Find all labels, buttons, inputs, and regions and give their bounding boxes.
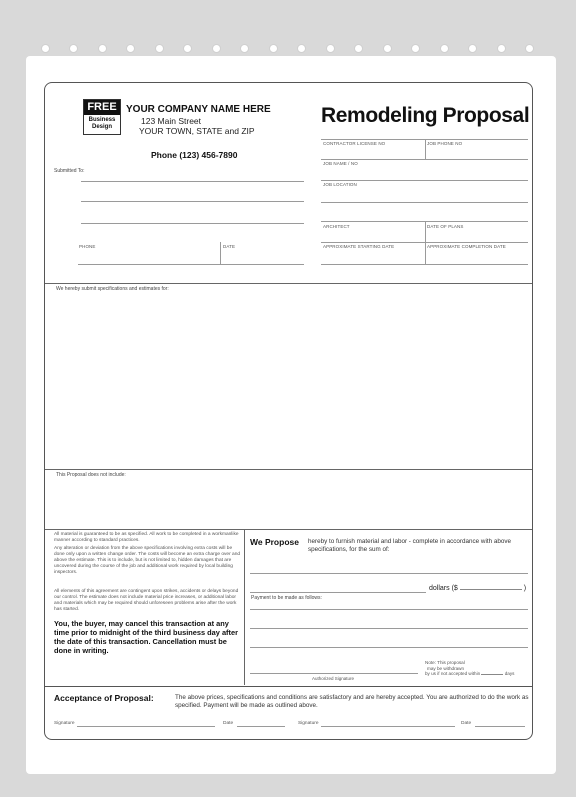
binder-hole [497,44,506,53]
binder-hole [440,44,449,53]
binder-hole [69,44,78,53]
form-title: Remodeling Proposal [321,104,530,127]
binder-hole [126,44,135,53]
binder-hole [41,44,50,53]
signature-line-2[interactable] [321,726,455,727]
job-name-line[interactable] [321,180,528,181]
not-include-label: This Proposal does not include: [56,472,126,478]
binder-hole [183,44,192,53]
days-label: days [504,671,515,676]
dates-line[interactable] [321,264,528,265]
proposal-form [44,82,533,740]
license-phone-divider [425,139,426,159]
date-of-plans-label: DATE OF PLANS [427,224,464,229]
dollars-close: ) [523,585,527,592]
phone-date-line[interactable] [78,264,304,265]
submitted-to-line[interactable] [81,181,304,182]
contractor-license-label: CONTRACTOR LICENSE NO [323,141,386,146]
phone-date-divider [220,242,221,264]
binder-hole [411,44,420,53]
approx-start-label: APPROXIMATE STARTING DATE [323,244,395,249]
note-line-2: may be withdrawn [427,665,465,671]
address-line-1[interactable] [81,201,304,202]
job-location-label: JOB LOCATION [323,182,357,187]
binder-hole [383,44,392,53]
note-line-3 [425,671,529,677]
business-logo [83,99,121,135]
date-label-1: Date [223,721,234,726]
date-line-2[interactable] [475,726,525,727]
sum-words-line-2[interactable] [250,592,426,593]
dollars-row [429,585,526,592]
binder-hole [240,44,249,53]
note-within-label: by us if not accepted within [425,671,481,676]
approx-completion-label: APPROXIMATE COMPLETION DATE [427,244,506,249]
binder-hole [155,44,164,53]
date-label-2: Date [461,721,472,726]
we-propose-text: hereby to furnish material and labor - complete in accordance with above specifications, for the sum of: [308,538,512,553]
dollars-label: dollars ($ [429,585,458,592]
we-propose-heading: We Propose [250,537,299,547]
payment-line-3[interactable] [250,647,528,648]
specs-top-rule [45,283,532,284]
binder-hole [297,44,306,53]
company-city-line: YOUR TOWN, STATE and ZIP [139,126,255,136]
note-line-1: Note: This proposal [425,660,465,665]
authorized-signature-label: Authorized Signature [312,676,355,681]
company-phone: Phone (123) 456-7890 [151,150,238,160]
cancellation-notice: You, the buyer, may cancel this transaction at any time prior to midnight of the third business day after the date of this transaction. Cancellation must be done in writing. [54,619,238,655]
binder-hole [525,44,534,53]
terms-guarantee: All material is guaranteed to be as specified. All work to be completed in a workmanlike manner according to standard practices. [54,532,239,543]
terms-top-rule [45,529,532,530]
address-line-2[interactable] [81,223,304,224]
payment-label: Payment to be made as follows: [251,595,322,601]
phone-label: PHONE [79,244,96,249]
days-field[interactable] [481,674,503,675]
submitted-to-label: Submitted To: [54,168,85,174]
payment-line-2[interactable] [250,628,528,629]
acceptance-text: The above prices, specifications and conditions are satisfactory and are hereby accepted. You are authorized to do the work as specified. Payment will be made as outlined above. [175,694,529,709]
terms-alterations: Any alteration or deviation from the above specifications involving extra costs will be done only upon a written change order. The costs will become an extra charge over and above the estimate. This is to include, but is not limited to, hidden damages that are uncovered during the course of the job and additional work required by local building inspectors. [54,546,241,575]
not-include-top-rule [45,469,532,470]
job-location-line-1[interactable] [321,202,528,203]
terms-contingencies: All elements of this agreement are contingent upon strikes, accidents or delays beyond our control. The estimate does not include material price increases, or additional labor and materials which may be required should unforeseen problems arise after the work has started. [54,589,239,612]
specifications-area[interactable] [51,293,527,465]
date-label: DATE [223,244,236,249]
date-line-1[interactable] [237,726,285,727]
specifications-label: We hereby submit specifications and estimates for: [56,286,169,292]
signature-label-1: Signature [54,721,75,726]
job-phone-label: JOB PHONE NO [427,141,463,146]
acceptance-top-rule [45,686,532,687]
payment-line-1[interactable] [250,609,528,610]
not-include-area[interactable] [51,479,527,525]
binder-hole [354,44,363,53]
signature-line-1[interactable] [77,726,215,727]
license-phone-line[interactable] [321,159,528,160]
signature-label-2: Signature [298,721,319,726]
architect-label: ARCHITECT [323,224,350,229]
binder-hole [98,44,107,53]
authorized-signature-line[interactable] [250,673,418,674]
acceptance-heading: Acceptance of Proposal: [54,693,154,703]
company-street: 123 Main Street [141,116,202,126]
binder-hole [212,44,221,53]
withdrawal-note [425,660,529,677]
binder-hole [269,44,278,53]
binder-hole [326,44,335,53]
terms-divider [244,529,245,685]
company-name: YOUR COMPANY NAME HERE [126,104,271,115]
logo-bottom-text: Business Design [88,117,116,130]
binder-hole [468,44,477,53]
job-name-label: JOB NAME / NO [323,161,358,166]
dollars-amount-field[interactable] [460,589,522,590]
architect-line[interactable] [321,242,528,243]
sum-words-line[interactable] [250,573,528,574]
logo-top-text: FREE [84,100,120,115]
